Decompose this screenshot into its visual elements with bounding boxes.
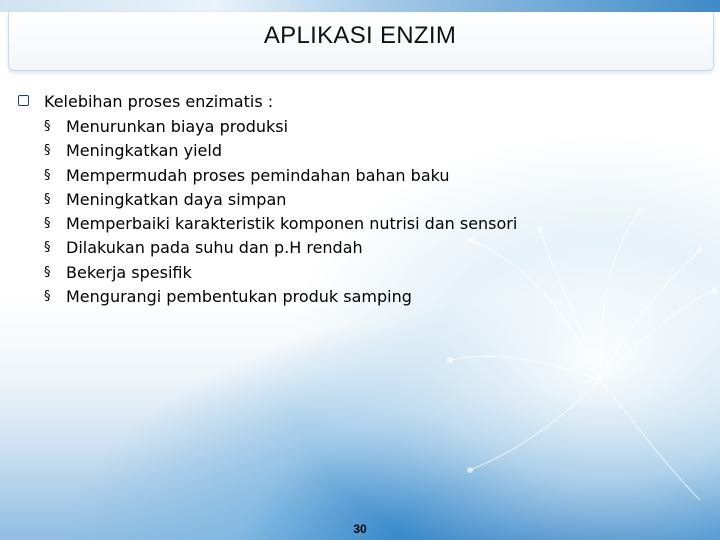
list-item: § Meningkatkan daya simpan (18, 188, 698, 212)
section-bullet-icon: § (44, 143, 51, 159)
list-item: § Menurunkan biaya produksi (18, 115, 698, 139)
list-item: § Bekerja spesifik (18, 261, 698, 285)
section-bullet-icon: § (44, 191, 51, 207)
section-bullet-icon: § (44, 289, 51, 305)
slide-title: APLIKASI ENZIM (263, 22, 457, 49)
content-area (18, 91, 698, 309)
list-item: § Memperbaiki karakteristik komponen nutrisi dan sensori (18, 212, 698, 236)
list-item: § Mempermudah proses pemindahan bahan baku (18, 164, 698, 188)
section-bullet-icon: § (44, 167, 51, 183)
page-number: 30 (353, 522, 367, 536)
list-item: § Meningkatkan yield (18, 139, 698, 163)
list-item: § Dilakukan pada suhu dan p.H rendah (18, 236, 698, 260)
advantages-list (18, 115, 698, 309)
section-bullet-icon: § (44, 240, 51, 256)
heading-row (18, 91, 698, 113)
hollow-square-bullet-icon (18, 95, 29, 106)
list-item: § Mengurangi pembentukan produk samping (18, 285, 698, 309)
list-heading: Kelebihan proses enzimatis : (44, 92, 274, 111)
section-bullet-icon: § (44, 264, 51, 280)
section-bullet-icon: § (44, 119, 51, 134)
section-bullet-icon: § (44, 216, 51, 232)
